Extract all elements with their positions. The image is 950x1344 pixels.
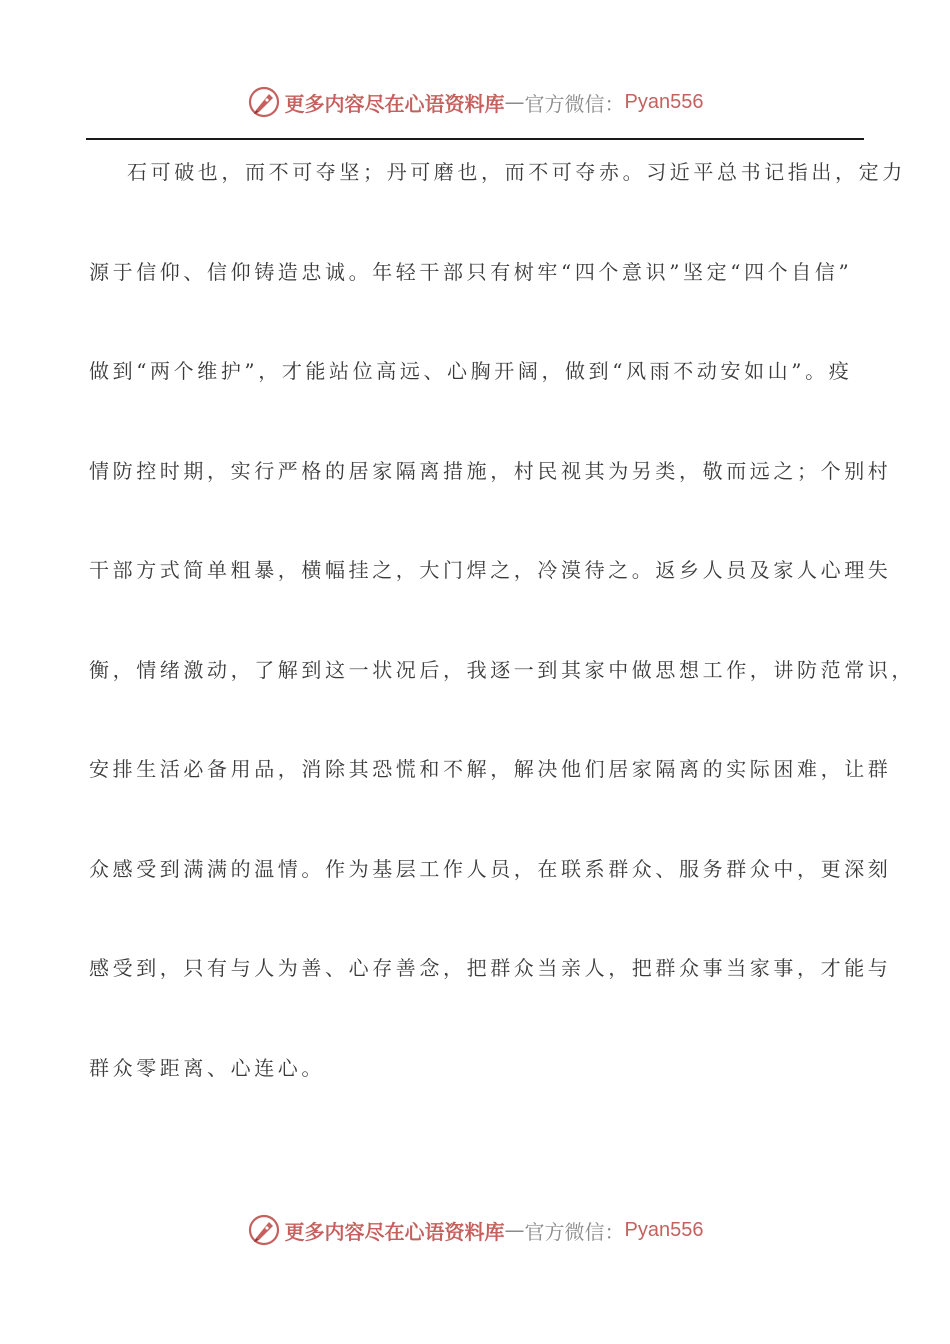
- header-divider: [86, 138, 864, 140]
- pen-nib-logo-icon: [247, 1213, 281, 1247]
- paragraph-line: 衡，情绪激动，了解到这一状况后，我逐一到其家中做思想工作，讲防范常识，: [89, 657, 915, 682]
- paragraph-line: 情防控时期，实行严格的居家隔离措施，村民视其为另类，敬而远之；个别村: [89, 458, 892, 483]
- footer-dash: —: [504, 1218, 525, 1242]
- header-banner: [0, 84, 950, 120]
- paragraph-line: 做到“两个维护”，才能站位高远、心胸开阔，做到“风雨不动安如山”。疫: [89, 359, 853, 383]
- header-wechat-id: Pyan556: [624, 90, 704, 113]
- paragraph-line: 群众零距离、心连心。: [89, 1055, 325, 1080]
- paragraph-line: 石可破也，而不可夺坚；丹可磨也，而不可夺赤。习近平总书记指出，定力: [127, 160, 906, 184]
- footer-brand-text: 更多内容尽在心语资料库: [284, 1219, 505, 1244]
- paragraph: [89, 150, 915, 1145]
- header-official-label: 官方微信：: [524, 91, 625, 116]
- paragraph-line: 感受到，只有与人为善、心存善念，把群众当亲人，把群众事当家事，才能与: [89, 956, 892, 980]
- paragraph-line: 安排生活必备用品，消除其恐慌和不解，解决他们居家隔离的实际困难，让群: [89, 757, 892, 781]
- paragraph-line: 众感受到满满的温情。作为基层工作人员，在联系群众、服务群众中，更深刻: [89, 856, 892, 881]
- footer-banner: [0, 1212, 950, 1248]
- header-brand-text: 更多内容尽在心语资料库: [284, 91, 505, 116]
- pen-nib-logo-icon: [247, 85, 281, 119]
- header-dash: —: [504, 90, 525, 114]
- paragraph-line: 源于信仰、信仰铸造忠诚。年轻干部只有树牢“四个意识”坚定“四个自信”: [89, 259, 853, 284]
- footer-official-label: 官方微信：: [524, 1219, 625, 1244]
- footer-wechat-id: Pyan556: [624, 1218, 704, 1241]
- paragraph-line: 干部方式简单粗暴，横幅挂之，大门焊之，冷漠待之。返乡人员及家人心理失: [89, 558, 892, 582]
